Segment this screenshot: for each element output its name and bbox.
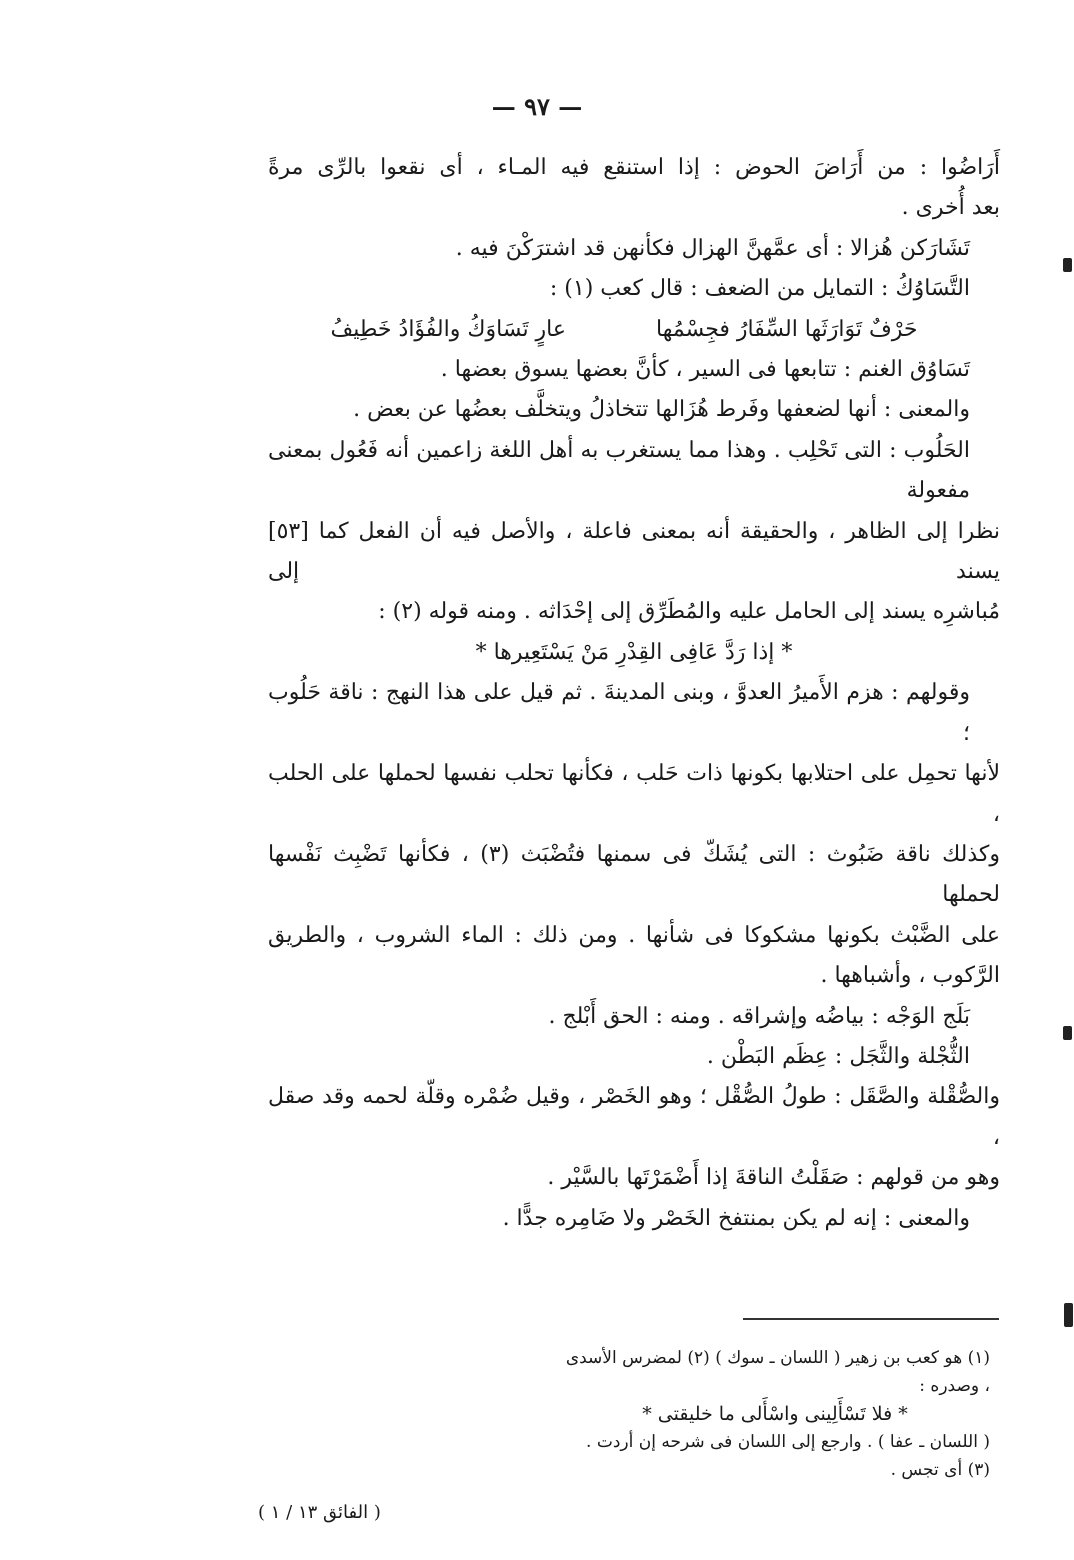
- text-line: وهو من قولهم : صَقَلْتُ الناقةَ إذا أَضْمَرْتَها بالسَّيْر .: [547, 1165, 1000, 1191]
- text-line: الثُّجْلة والثَّجَل : عِظَم البَطْن .: [706, 1043, 970, 1069]
- footnote-divider: [743, 1318, 999, 1320]
- half-verse: * إذا رَدَّ عَافِى القِدْرِ مَنْ يَسْتَعِيرها *: [475, 639, 793, 665]
- text-line: تَشَارَكن هُزالا : أى عمَّهنَّ الهزال فكأنهن قد اشترَكْنَ فيه .: [455, 235, 970, 261]
- text-line: والمعنى : أنها لضعفها وفَرط هُزَالها تتخاذلُ ويتخلَّف بعضُها عن بعض .: [353, 397, 970, 423]
- verse-first-half: حَرْفٌ تَوَارَثَها السِّفَارُ فجِسْمُها: [656, 316, 918, 342]
- footnote-1-2: (١) هو كعب بن زهير ( اللسان ـ سوك ) (٢) لمضرس الأسدى ، وصدره :: [565, 1348, 990, 1396]
- margin-mark: [1064, 1303, 1073, 1327]
- text-line: نظرا إلى الظاهر ، والحقيقة أنه بمعنى فاعلة ، والأصل فيه أن الفعل كما [٥٣] يسند إلى: [268, 518, 1000, 585]
- text-line: أَرَاضُوا : من أَرَاضَ الحوض : إذا استنقع فيه المـاء ، أى نقعوا بالرِّى مرةً: [268, 155, 1000, 180]
- main-text: [268, 148, 1000, 1239]
- footnote-verse: * فلا تَسْأَلِينى واسْأَلى ما خليقتى *: [642, 1403, 908, 1425]
- text-line: على الضَّبْث بكونها مشكوكا فى شأنها . ومن ذلك : الماء الشروب ، والطريق: [268, 922, 1000, 948]
- margin-mark: [1063, 1026, 1072, 1040]
- poem-verse: [268, 310, 1000, 350]
- footnote-reference: ( اللسان ـ عفا ) . وارجع إلى اللسان فى شرحه إن أردت .: [586, 1432, 990, 1452]
- text-line: وكذلك ناقة ضَبُوث : التى يُشَكّ فى سمنها فتُضْبَث (٣) ، فكأنها تَضْبِث نَفْسها لحملها: [268, 841, 1001, 908]
- page-number: — ٩٧ —: [491, 92, 583, 121]
- text-line: التَّسَاوُكُ : التمايل من الضعف : قال كعب (١) :: [549, 276, 970, 302]
- footnotes: [560, 1344, 990, 1484]
- text-line: الرَّكوب ، وأشباهها .: [820, 963, 1000, 989]
- text-line: بَلَج الوَجْه : بياضُه وإشراقه . ومنه : الحق أَبْلج .: [548, 1003, 970, 1029]
- text-line: وقولهم : هزم الأَميرُ العدوَّ ، وبنى المدينةَ . ثم قيل على هذا النهج : ناقة حَلُوب ؛: [268, 680, 970, 746]
- text-line: لأنها تحمِل على احتلابها بكونها ذات حَلب ، فكأنها تحلب نفسها لحملها على الحلب ،: [268, 761, 1000, 827]
- text-line: تَسَاوُق الغنم : تتابعها فى السير ، كأنَّ بعضها يسوق بعضها .: [440, 357, 970, 383]
- text-line: مُباشرِه يسند إلى الحامل عليه والمُطَرِّق إلى إحْدَاثه . ومنه قوله (٢) :: [378, 599, 1000, 625]
- verse-second-half: عارٍ تَسَاوَكُ والفُؤَادُ خَطِيفُ: [330, 316, 567, 342]
- text-line: والمعنى : إنه لم يكن بمنتفخ الخَصْر ولا ضَامِره جدًّا .: [502, 1205, 970, 1231]
- signature-mark: ( الفائق ١٣ / ١ ): [258, 1502, 381, 1523]
- text-line: والصُّقْلة والصَّقَل : طولُ الصُّقْل ؛ وهو الخَصْر ، وقيل ضُمْره وقلّة لحمه وقد صقل ،: [268, 1084, 1000, 1150]
- margin-mark: [1063, 258, 1072, 272]
- text-line: بعد أُخرى .: [901, 195, 1000, 221]
- footnote-3: (٣) أى تجس .: [890, 1460, 990, 1480]
- text-line: الحَلُوب : التى تَحْلِب . وهذا مما يستغرب به أهل اللغة زاعمين أنه فَعُول بمعنى مفعولة: [268, 437, 970, 504]
